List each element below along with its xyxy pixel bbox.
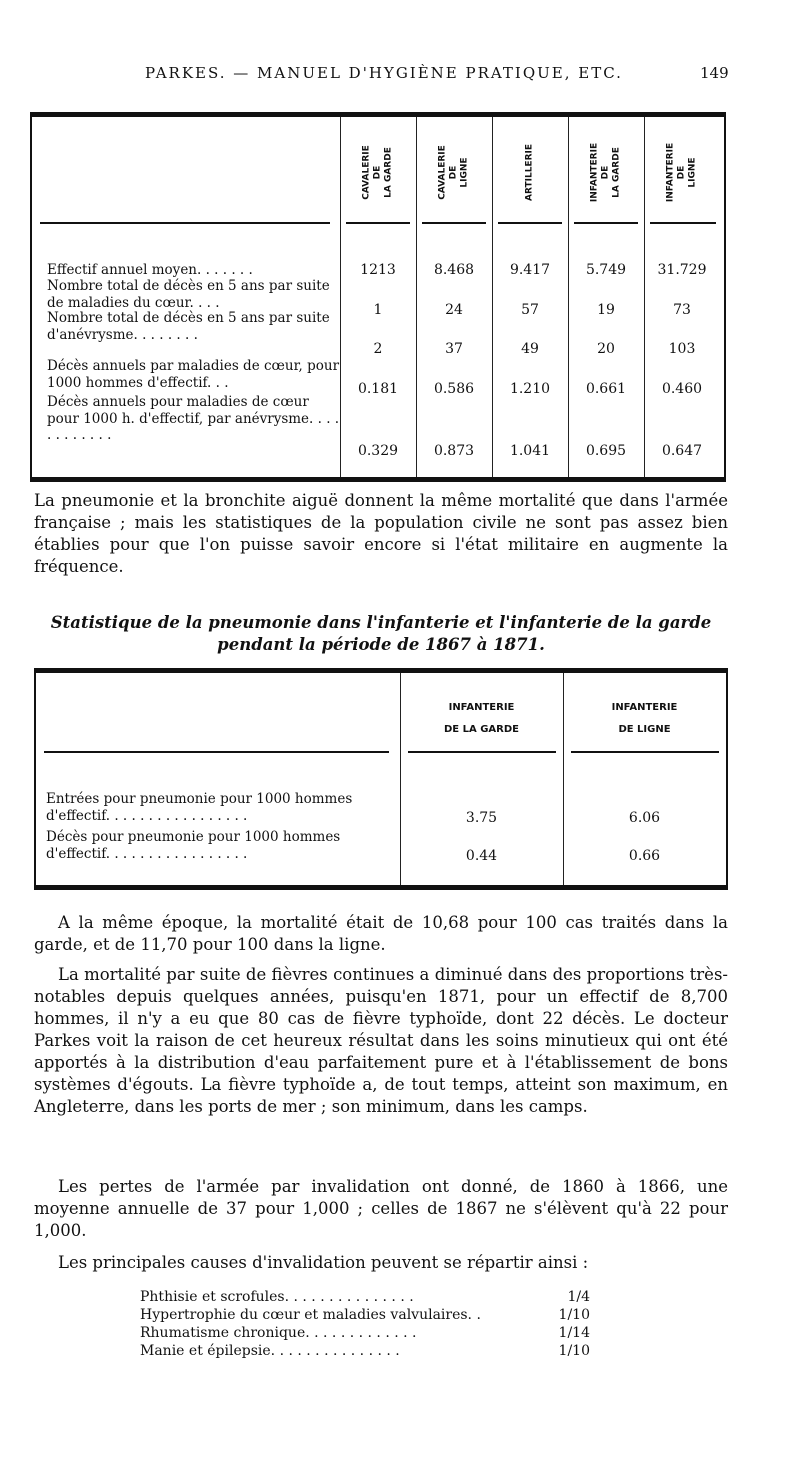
row-label: Décès annuels pour maladies de cœur pour 1000 h. d'effectif, par anévrysme. . . . . . . . . . . . [47, 394, 340, 443]
paragraph: Les principales causes d'invalidation peuvent se répartir ainsi : [58, 1253, 589, 1272]
table-title [34, 612, 728, 656]
column-header: ARTILLERIE [524, 143, 535, 202]
table-cell: 103 [668, 341, 696, 357]
column-header: INFANTERIE DE LA GARDE [444, 702, 519, 735]
column-header: CAVALERIE DE LA GARDE [361, 145, 394, 200]
row-label: Entrées pour pneumonie pour 1000 hommes d'effectif. . . . . . . . . . . . . . . . . [46, 791, 353, 824]
pneumonia-table [34, 668, 728, 890]
column-header: INFANTERIE DE LIGNE [611, 702, 678, 735]
list-item: Phthisie et scrofules. . . . . . . . . . . . . . . 1/4 [140, 1289, 590, 1305]
list-item: Hypertrophie du cœur et maladies valvulaires. . 1/10 [140, 1307, 590, 1323]
table-cell: 1213 [360, 262, 396, 278]
table-cell: 20 [597, 341, 615, 357]
table-cell: 1 [373, 302, 383, 318]
header-rule [571, 751, 719, 753]
table-cell: 0.695 [585, 443, 627, 459]
table-cell: 0.873 [433, 443, 475, 459]
paragraph: La mortalité par suite de fièvres continues a diminué dans des proportions très-notables depuis quelques années, puisqu'en 1871, pour un effectif de 8,700 hommes, il n'y a eu que 80 cas de fièvre typhoïde, dont 22 décès. Le docteur Parkes voit la raison de cet heureux résultat dans les soins minutieux qui ont été apportés à la distribution d'eau parfaitement pure et à l'établissement de bons systèmes d'égouts. La fièvre typhoïde a, de tout temps, atteint son maximum, en Angleterre, dans les ports de mer ; son minimum, dans les camps. [34, 965, 728, 1116]
table-cell: 0.586 [433, 381, 475, 397]
table-cell: 1.210 [509, 381, 551, 397]
table-cell: 31.729 [657, 262, 707, 278]
table-cell: 0.181 [357, 381, 399, 397]
table-cell: 9.417 [509, 262, 551, 278]
running-header: PARKES. — MANUEL D'HYGIÈNE PRATIQUE, ETC. [145, 64, 623, 82]
table-title-line: Statistique de la pneumonie dans l'infanterie et l'infanterie de la garde [50, 613, 712, 632]
table-cell: 0.44 [465, 848, 498, 864]
row-label: Effectif annuel moyen. . . . . . . [47, 262, 253, 278]
header-rule [40, 222, 330, 224]
header-rule [408, 751, 556, 753]
table-cell: 8.468 [433, 262, 475, 278]
table-cell: 3.75 [465, 810, 498, 826]
table-cell: 6.06 [628, 810, 661, 826]
header-rule [498, 222, 562, 224]
paragraph: A la même époque, la mortalité était de 10,68 pour 100 cas traités dans la garde, et de 11,70 pour 100 dans la ligne. [34, 913, 728, 954]
row-label: Nombre total de décès en 5 ans par suite d'anévrysme. . . . . . . . [47, 310, 330, 343]
table-cell: 0.647 [661, 443, 703, 459]
table-cell: 0.661 [585, 381, 627, 397]
table-cell: 49 [521, 341, 539, 357]
table-cell: 2 [373, 341, 383, 357]
invalidation-causes-list [140, 1288, 590, 1360]
paragraph: Les pertes de l'armée par invalidation ont donné, de 1860 à 1866, une moyenne annuelle de 37 pour 1,000 ; celles de 1867 ne s'élèvent qu'à 22 pour 1,000. [34, 1177, 728, 1240]
table-cell: 19 [597, 302, 615, 318]
paragraph: La pneumonie et la bronchite aiguë donnent la même mortalité que dans l'armée française ; mais les statistiques de la population civile ne sont pas assez bien établies pour que l'on puisse savoir encore si l'état militaire en augmente la fréquence. [34, 491, 728, 576]
header-rule [574, 222, 638, 224]
row-label: Décès pour pneumonie pour 1000 hommes d'effectif. . . . . . . . . . . . . . . . . [46, 829, 341, 862]
table-cell: 1.041 [509, 443, 551, 459]
list-item: Rhumatisme chronique. . . . . . . . . . . . . 1/14 [140, 1325, 590, 1341]
row-label: Nombre total de décès en 5 ans par suite de maladies du cœur. . . . [47, 278, 330, 311]
header-rule [422, 222, 486, 224]
table-cell: 24 [445, 302, 463, 318]
list-item: Manie et épilepsie. . . . . . . . . . . . . . . 1/10 [140, 1343, 590, 1359]
page-number: 149 [700, 64, 729, 82]
row-label: Décès annuels par maladies de cœur, pour 1000 hommes d'effectif. . . [47, 358, 340, 391]
table-cell: 57 [521, 302, 539, 318]
column-header: CAVALERIE DE LIGNE [437, 145, 470, 200]
table-title-line: pendant la période de 1867 à 1871. [217, 635, 545, 654]
table-cell: 5.749 [585, 262, 627, 278]
header-rule [346, 222, 410, 224]
table-cell: 0.66 [628, 848, 661, 864]
header-rule [44, 751, 389, 753]
table-cell: 0.460 [661, 381, 703, 397]
heart-disease-table [30, 112, 726, 482]
header-rule [650, 222, 716, 224]
table-cell: 37 [445, 341, 463, 357]
column-header: INFANTERIE DE LA GARDE [589, 142, 622, 203]
table-cell: 0.329 [357, 443, 399, 459]
table-cell: 73 [673, 302, 691, 318]
column-header: INFANTERIE DE LIGNE [665, 142, 698, 203]
